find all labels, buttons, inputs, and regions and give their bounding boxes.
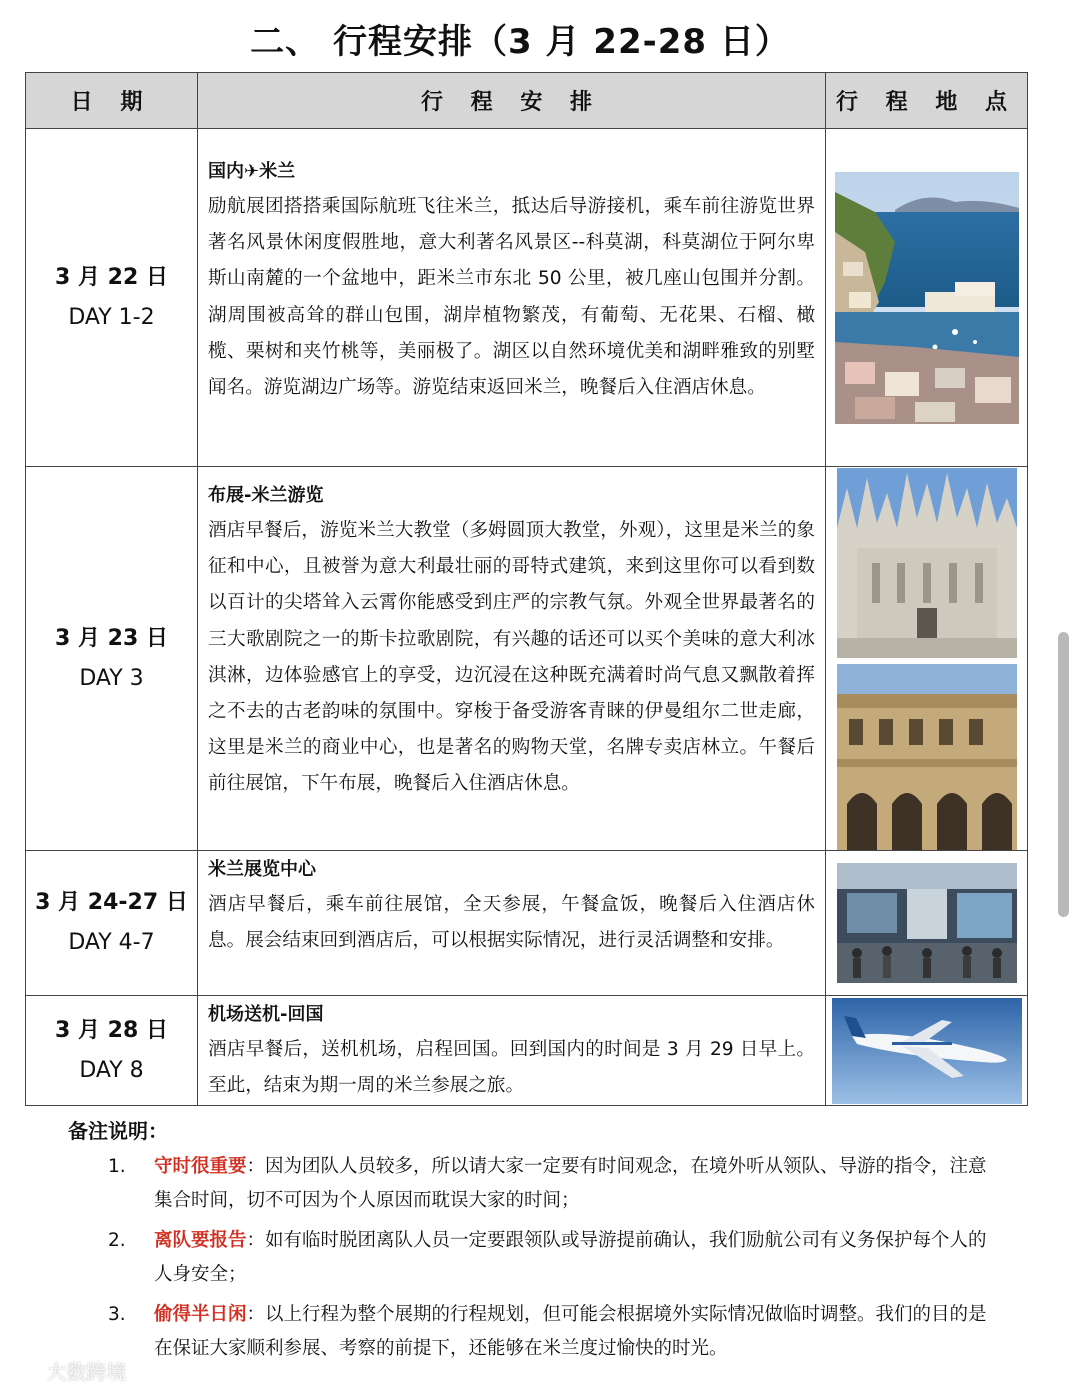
row-body: 酒店早餐后，乘车前往展馆，全天参展，午餐盒饭，晚餐后入住酒店休息。展会结束回到酒店后，可以根据实际情况，进行灵活调整和安排。 bbox=[208, 894, 815, 952]
date-cell bbox=[26, 467, 198, 851]
row-date: 3 月 22 日 bbox=[55, 264, 168, 290]
note-number: 1. bbox=[108, 1156, 126, 1177]
note-text: ：如有临时脱团离队人员一定要跟领队或导游提前确认，我们励航公司有义务保护每个人的人身安全； bbox=[154, 1230, 987, 1285]
note-text: ：以上行程为整个展期的行程规划，但可能会根据境外实际情况做临时调整。我们的目的是在保证大家顺利参展、考察的前提下，还能够在米兰度过愉快的时光。 bbox=[154, 1304, 987, 1359]
row-heading: 国内✈米兰 bbox=[208, 161, 296, 182]
watermark-text: 大数跨境 bbox=[46, 1360, 127, 1384]
row-day: DAY 1-2 bbox=[68, 304, 155, 330]
row-heading: 机场送机-回国 bbox=[208, 1004, 324, 1025]
notes-list bbox=[108, 1150, 998, 1372]
header-schedule: 行 程 安 排 bbox=[198, 73, 826, 129]
row-body: 酒店早餐后，游览米兰大教堂（多姆圆顶大教堂，外观），这里是米兰的象征和中心，且被誉为意大利最壮丽的哥特式建筑，来到这里你可以看到数以百计的尖塔耸入云霄你能感受到庄严的宗教气氛。外观全世界最著名的三大歌剧院之一的斯卡拉歌剧院，有兴趣的话还可以买个美味的意大利冰淇淋，边体验感官上的享受，边沉浸在这种既充满着时尚气息又飘散着挥之不去的古老韵味的氛围中。穿梭于备受游客青睐的伊曼组尔二世走廊，这里是米兰的商业中心，也是著名的购物天堂，名牌专卖店林立。午餐后前往展馆，下午布展，晚餐后入住酒店休息。 bbox=[208, 520, 815, 795]
lake-como-photo bbox=[835, 172, 1019, 424]
table-row bbox=[26, 129, 1028, 467]
note-label: 离队要报告 bbox=[154, 1230, 247, 1251]
table-row bbox=[26, 996, 1028, 1106]
table-row bbox=[26, 851, 1028, 996]
note-item bbox=[108, 1224, 998, 1292]
row-day: DAY 4-7 bbox=[68, 930, 155, 955]
row-body: 酒店早餐后，送机机场，启程回国。回到国内的时间是 3 月 29 日早上。至此，结束为期一周的米兰参展之旅。 bbox=[208, 1039, 815, 1097]
la-scala-photo bbox=[837, 664, 1017, 850]
table-header-row bbox=[26, 73, 1028, 129]
header-location: 行 程 地 点 bbox=[826, 73, 1028, 129]
location-cell bbox=[826, 129, 1028, 467]
table-row bbox=[26, 467, 1028, 851]
row-body: 励航展团搭搭乘国际航班飞往米兰，抵达后导游接机，乘车前往游览世界著名风景休闲度假胜地，意大利著名风景区--科莫湖，科莫湖位于阿尔卑斯山南麓的一个盆地中，距米兰市东北 50 公里，被几座山包围并分割。湖周围被高耸的群山包围，湖岸植物繁茂，有葡萄、无花果、石榴、橄榄、栗树和夹竹桃等，美丽极了。湖区以自然环境优美和湖畔雅致的别墅闻名。游览湖边广场等。游览结束返回米兰，晚餐后入住酒店休息。 bbox=[208, 196, 815, 399]
date-cell bbox=[26, 851, 198, 996]
note-label: 守时很重要 bbox=[154, 1156, 247, 1177]
note-label: 偷得半日闲 bbox=[154, 1304, 247, 1325]
date-cell bbox=[26, 996, 198, 1106]
row-date: 3 月 23 日 bbox=[55, 625, 168, 651]
row-day: DAY 8 bbox=[79, 1057, 144, 1083]
note-text: ：因为团队人员较多，所以请大家一定要有时间观念，在境外听从领队、导游的指令，注意集合时间，切不可因为个人原因而耽误大家的时间； bbox=[154, 1156, 987, 1211]
note-number: 2. bbox=[108, 1230, 126, 1251]
location-cell bbox=[826, 851, 1028, 996]
note-item bbox=[108, 1150, 998, 1218]
page-title: 二、 行程安排（3 月 22-28 日） bbox=[250, 22, 790, 62]
row-day: DAY 3 bbox=[79, 665, 144, 691]
row-date: 3 月 24-27 日 bbox=[35, 890, 188, 915]
vertical-scrollbar[interactable] bbox=[1058, 632, 1069, 917]
schedule-cell bbox=[198, 851, 826, 996]
watermark-logo-icon bbox=[8, 1363, 40, 1385]
date-cell bbox=[26, 129, 198, 467]
notes-title: 备注说明： bbox=[68, 1119, 168, 1143]
watermark bbox=[8, 1356, 126, 1385]
schedule-cell bbox=[198, 467, 826, 851]
location-cell bbox=[826, 996, 1028, 1106]
note-item bbox=[108, 1298, 998, 1366]
note-number: 3. bbox=[108, 1304, 126, 1325]
row-date: 3 月 28 日 bbox=[55, 1017, 168, 1043]
itinerary-table bbox=[25, 72, 1028, 1106]
schedule-cell bbox=[198, 996, 826, 1106]
exhibition-hall-photo bbox=[837, 863, 1017, 983]
row-heading: 布展-米兰游览 bbox=[208, 485, 324, 506]
milan-cathedral-photo bbox=[837, 468, 1017, 658]
schedule-cell bbox=[198, 129, 826, 467]
location-cell bbox=[826, 467, 1028, 851]
header-date: 日 期 bbox=[26, 73, 198, 129]
airplane-photo bbox=[832, 998, 1022, 1104]
row-heading: 米兰展览中心 bbox=[208, 859, 316, 880]
